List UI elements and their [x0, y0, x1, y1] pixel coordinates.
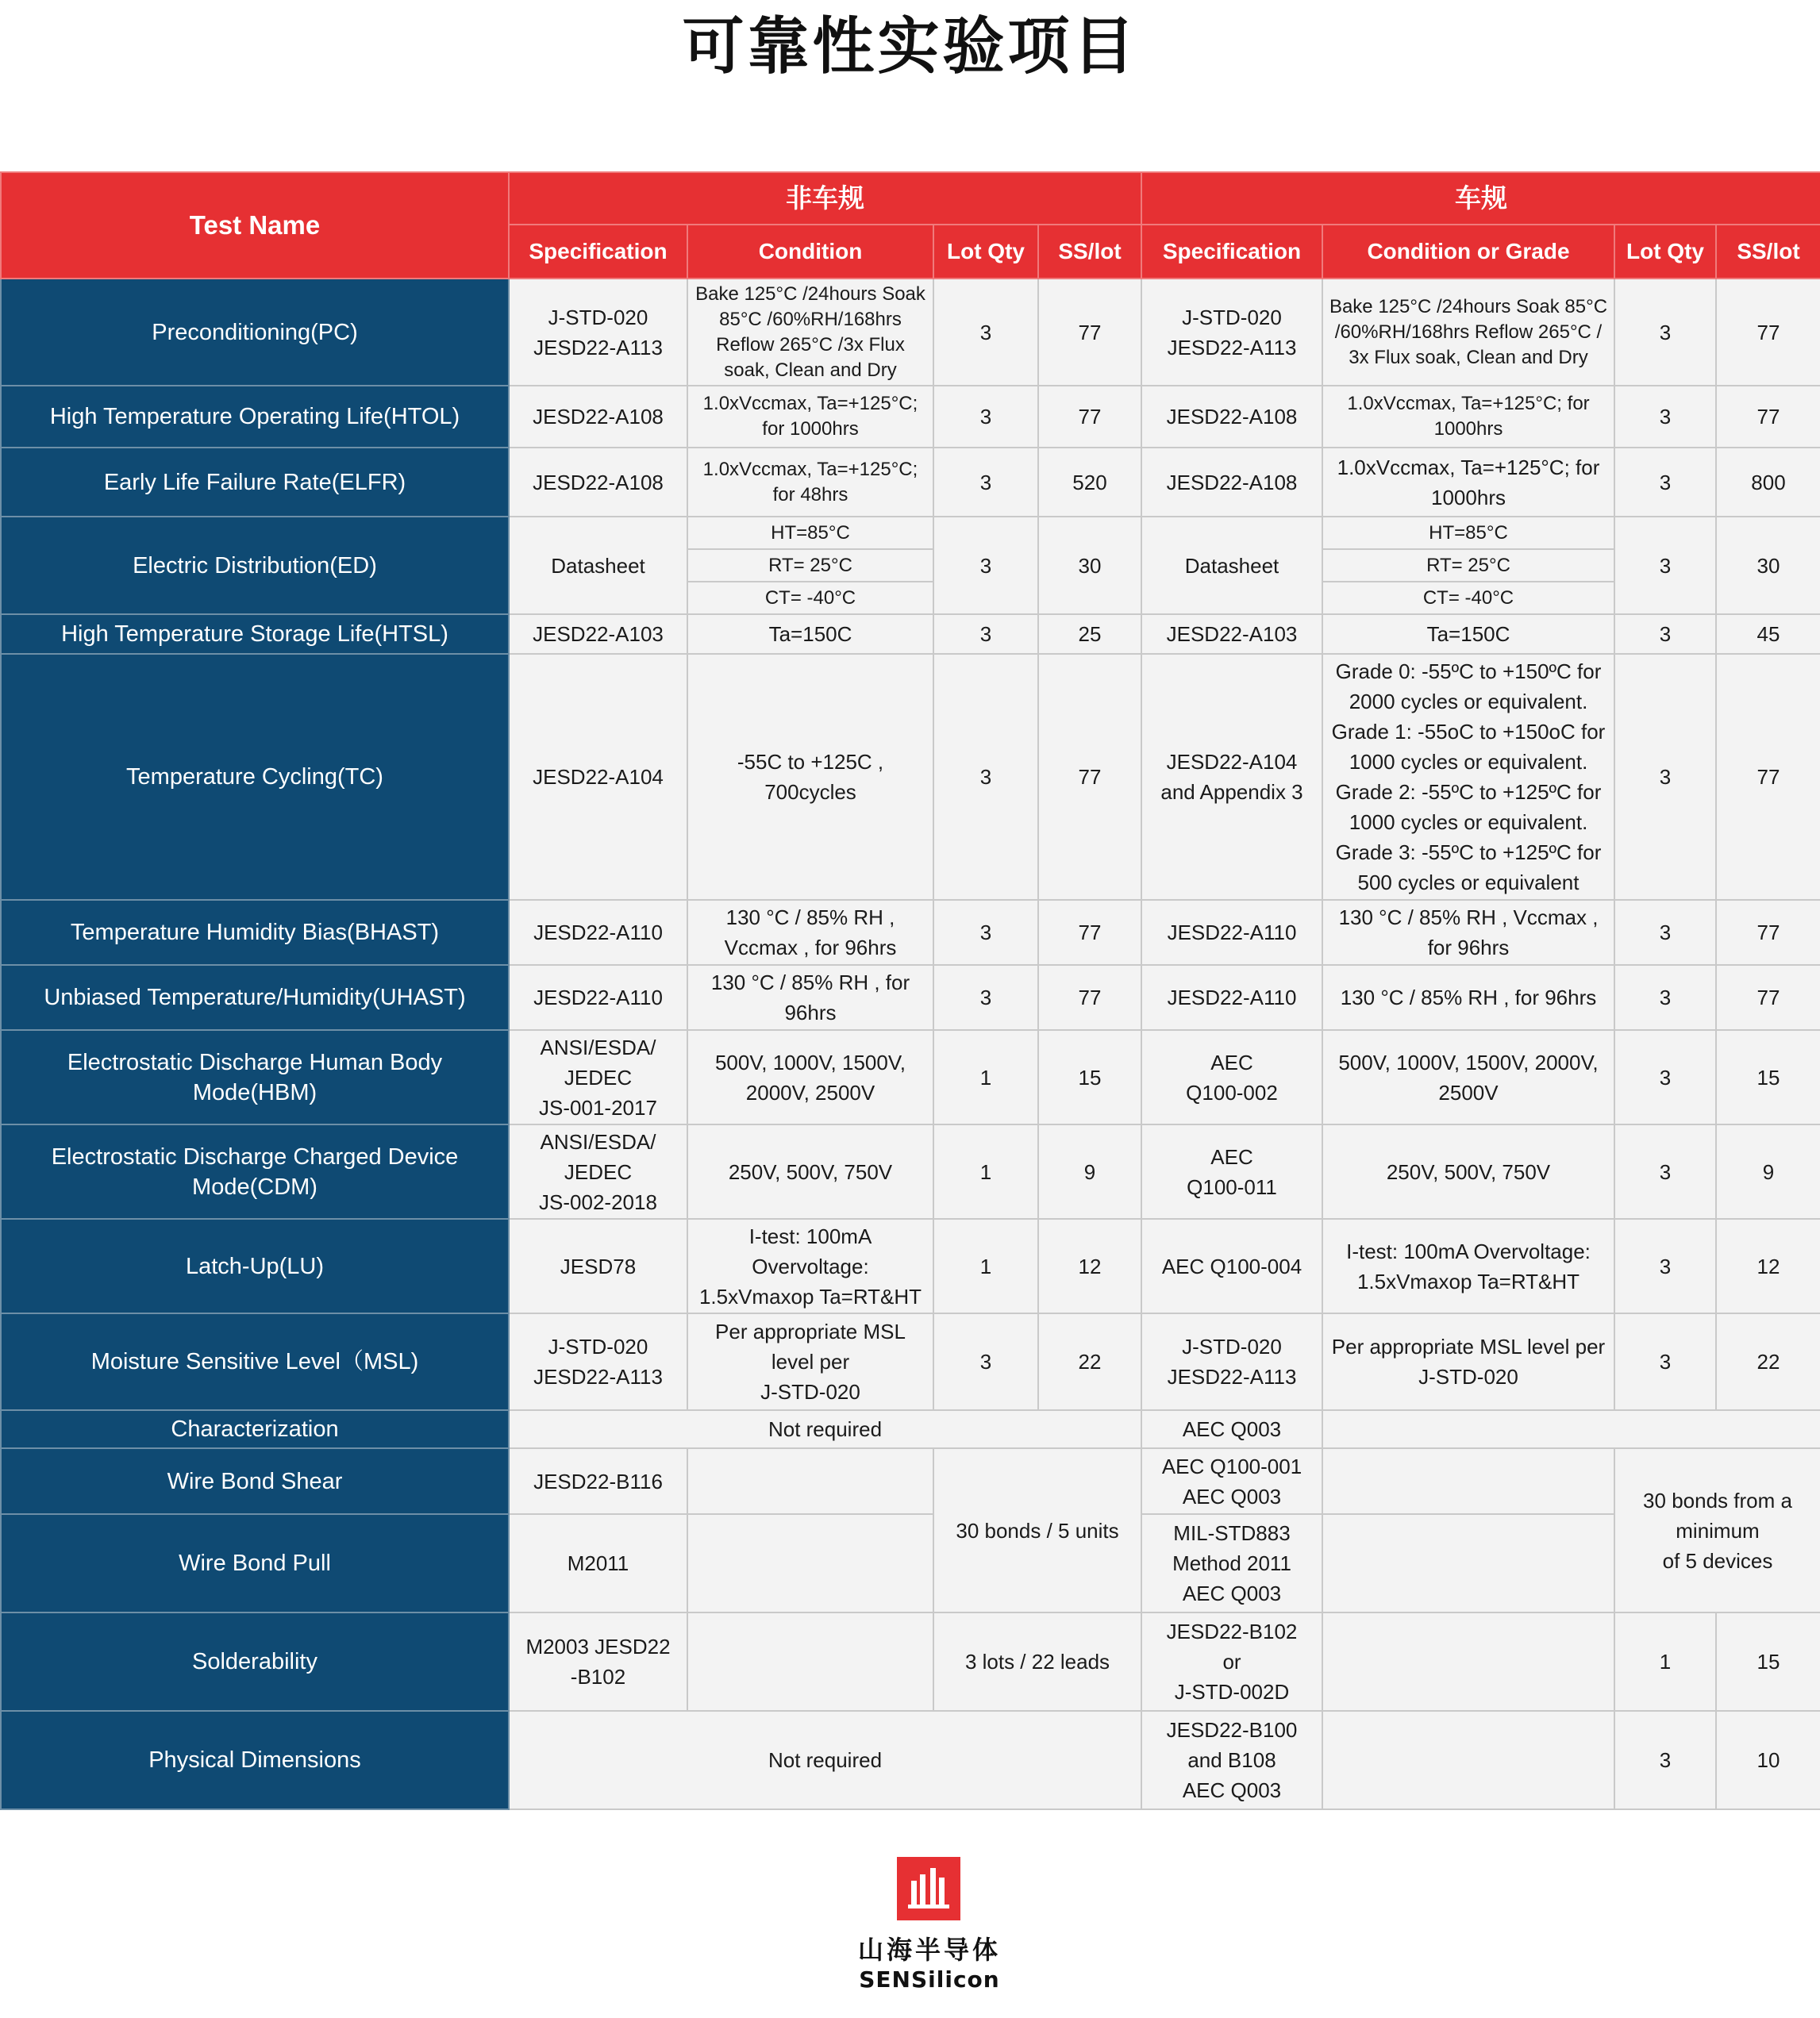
test-name: Electric Distribution(ED): [1, 517, 509, 614]
spec-cell: M2011: [509, 1514, 687, 1612]
ss-lot-auto-cell: 12: [1716, 1219, 1820, 1313]
spec-cell: Datasheet: [509, 517, 687, 614]
lot-qty-cell: 3: [933, 654, 1038, 900]
spec-cell: JESD78: [509, 1219, 687, 1313]
spec-auto-cell: AEC Q100-001 AEC Q003: [1141, 1448, 1322, 1514]
ss-lot-auto-cell: 45: [1716, 614, 1820, 654]
spec-cell: JESD22-A108: [509, 386, 687, 448]
spec-cell: ANSI/ESDA/ JEDEC JS-002-2018: [509, 1124, 687, 1219]
table-row: [1, 1030, 1820, 1124]
table-row: [1, 1612, 1820, 1711]
ss-lot-cell: 77: [1038, 279, 1141, 386]
condition-auto-cell: 130 °C / 85% RH , Vccmax , for 96hrs: [1322, 900, 1614, 965]
table-row: [1, 517, 1820, 614]
condition-cell: I-test: 100mA Overvoltage: 1.5xVmaxop Ta=RT&HT: [687, 1219, 933, 1313]
spec-cell: JESD22-B116: [509, 1448, 687, 1514]
test-name: Moisture Sensitive Level（MSL): [1, 1313, 509, 1410]
spec-cell: J-STD-020 JESD22-A113: [509, 279, 687, 386]
lot-qty-cell: 1: [933, 1124, 1038, 1219]
condition-cell: -55C to +125C , 700cycles: [687, 654, 933, 900]
condition-auto-cell: [1322, 1711, 1614, 1809]
condition-cell: [687, 1514, 933, 1612]
lot-qty-auto-cell: 3: [1614, 448, 1716, 517]
condition-cell: Ta=150C: [687, 614, 933, 654]
ss-lot-auto-cell: 77: [1716, 386, 1820, 448]
header-condition-auto: Condition or Grade: [1322, 225, 1614, 279]
test-name: Preconditioning(PC): [1, 279, 509, 386]
lot-qty-auto-cell: 3: [1614, 654, 1716, 900]
spec-auto-cell: JESD22-A104 and Appendix 3: [1141, 654, 1322, 900]
spec-auto-cell: JESD22-B102 or J-STD-002D: [1141, 1612, 1322, 1711]
spec-auto-cell: J-STD-020 JESD22-A113: [1141, 1313, 1322, 1410]
condition-cell: [687, 1612, 933, 1711]
lot-qty-auto-cell: 3: [1614, 1711, 1716, 1809]
spec-cell: J-STD-020 JESD22-A113: [509, 1313, 687, 1410]
table-row: [1, 1313, 1820, 1410]
header-spec: Specification: [509, 225, 687, 279]
condition-auto-cell: Per appropriate MSL level per J-STD-020: [1322, 1313, 1614, 1410]
spec-auto-cell: J-STD-020 JESD22-A113: [1141, 279, 1322, 386]
condition-auto-cell: HT=85°C RT= 25°C CT= -40°C: [1322, 517, 1614, 614]
lot-qty-cell: 3: [933, 965, 1038, 1030]
spec-cell: JESD22-A108: [509, 448, 687, 517]
page-title: 可靠性实验项目: [682, 11, 1138, 83]
spec-auto-cell: AEC Q100-011: [1141, 1124, 1322, 1219]
ss-lot-auto-cell: 77: [1716, 965, 1820, 1030]
company-name-cn: 山海半导体: [857, 1935, 1001, 1965]
ss-lot-auto-cell: 15: [1716, 1612, 1820, 1711]
header-lot-qty-auto: Lot Qty: [1614, 225, 1716, 279]
condition-auto-cell: [1322, 1612, 1614, 1711]
ss-lot-cell: 15: [1038, 1030, 1141, 1124]
spec-auto-cell: JESD22-A110: [1141, 900, 1322, 965]
test-name: High Temperature Operating Life(HTOL): [1, 386, 509, 448]
spec-auto-cell: JESD22-B100 and B108 AEC Q003: [1141, 1711, 1322, 1809]
ss-lot-auto-cell: 15: [1716, 1030, 1820, 1124]
table-row: [1, 1219, 1820, 1313]
condition-cell: HT=85°C RT= 25°C CT= -40°C: [687, 517, 933, 614]
table-row: [1, 1124, 1820, 1219]
condition-auto-cell: I-test: 100mA Overvoltage: 1.5xVmaxop Ta=RT&HT: [1322, 1219, 1614, 1313]
spec-auto-cell: Datasheet: [1141, 517, 1322, 614]
header-ss-lot: SS/lot: [1038, 225, 1141, 279]
spec-auto-cell: JESD22-A108: [1141, 386, 1322, 448]
non-auto-merged-cell: Not required: [509, 1410, 1141, 1448]
test-name: High Temperature Storage Life(HTSL): [1, 614, 509, 654]
ss-lot-auto-cell: 77: [1716, 900, 1820, 965]
lot-qty-cell: 3: [933, 900, 1038, 965]
lot-qty-auto-cell: 3: [1614, 900, 1716, 965]
table-row: [1, 1448, 1820, 1514]
condition-auto-cell: 250V, 500V, 750V: [1322, 1124, 1614, 1219]
header-condition: Condition: [687, 225, 933, 279]
empty-cell: [1322, 1410, 1820, 1448]
ss-lot-cell: 77: [1038, 965, 1141, 1030]
non-auto-merged-cell: Not required: [509, 1711, 1141, 1809]
lot-qty-cell: 3: [933, 386, 1038, 448]
ss-lot-auto-cell: 10: [1716, 1711, 1820, 1809]
test-name: Solderability: [1, 1612, 509, 1711]
header-lot-qty: Lot Qty: [933, 225, 1038, 279]
table-row: [1, 1410, 1820, 1448]
condition-auto-cell: Bake 125°C /24hours Soak 85°C /60%RH/168hrs Reflow 265°C / 3x Flux soak, Clean and Dry: [1322, 279, 1614, 386]
spec-auto-cell: MIL-STD883 Method 2011 AEC Q003: [1141, 1514, 1322, 1612]
table-row: [1, 1711, 1820, 1809]
condition-cell: 130 °C / 85% RH , for 96hrs: [687, 965, 933, 1030]
test-name: Electrostatic Discharge Human Body Mode(HBM): [1, 1030, 509, 1124]
test-name: Wire Bond Pull: [1, 1514, 509, 1612]
spec-auto-cell: AEC Q100-002: [1141, 1030, 1322, 1124]
condition-auto-cell: 1.0xVccmax, Ta=+125°C; for 1000hrs: [1322, 448, 1614, 517]
sample-qty-merged-cell: 3 lots / 22 leads: [933, 1612, 1141, 1711]
test-name: Characterization: [1, 1410, 509, 1448]
lot-qty-auto-cell: 3: [1614, 1313, 1716, 1410]
test-name: Latch-Up(LU): [1, 1219, 509, 1313]
ss-lot-cell: 9: [1038, 1124, 1141, 1219]
lot-qty-auto-cell: 3: [1614, 1030, 1716, 1124]
condition-cell: 1.0xVccmax, Ta=+125°C; for 48hrs: [687, 448, 933, 517]
condition-auto-cell: Ta=150C: [1322, 614, 1614, 654]
test-name: Temperature Cycling(TC): [1, 654, 509, 900]
lot-qty-cell: 1: [933, 1030, 1038, 1124]
lot-qty-cell: 1: [933, 1219, 1038, 1313]
condition-cell: 1.0xVccmax, Ta=+125°C; for 1000hrs: [687, 386, 933, 448]
sample-qty-merged-cell: 30 bonds / 5 units: [933, 1448, 1141, 1612]
ss-lot-cell: 520: [1038, 448, 1141, 517]
company-logo-icon: [897, 1857, 960, 1920]
spec-auto-cell: AEC Q100-004: [1141, 1219, 1322, 1313]
header-test-name: Test Name: [1, 172, 509, 279]
spec-auto-cell: AEC Q003: [1141, 1410, 1322, 1448]
test-name: Temperature Humidity Bias(BHAST): [1, 900, 509, 965]
table-row: [1, 965, 1820, 1030]
test-name: Wire Bond Shear: [1, 1448, 509, 1514]
spec-cell: M2003 JESD22 -B102: [509, 1612, 687, 1711]
header-group-auto: 车规: [1141, 172, 1820, 225]
table-row: [1, 386, 1820, 448]
ss-lot-auto-cell: 800: [1716, 448, 1820, 517]
spec-cell: JESD22-A110: [509, 965, 687, 1030]
condition-cell: 250V, 500V, 750V: [687, 1124, 933, 1219]
ss-lot-auto-cell: 30: [1716, 517, 1820, 614]
condition-cell: [687, 1448, 933, 1514]
lot-qty-cell: 3: [933, 517, 1038, 614]
ss-lot-cell: 30: [1038, 517, 1141, 614]
company-name-en: SENSilicon: [859, 1966, 1000, 1993]
condition-auto-cell: 1.0xVccmax, Ta=+125°C; for 1000hrs: [1322, 386, 1614, 448]
table-row: [1, 1514, 1820, 1612]
ss-lot-auto-cell: 22: [1716, 1313, 1820, 1410]
condition-auto-cell: [1322, 1448, 1614, 1514]
ss-lot-auto-cell: 77: [1716, 279, 1820, 386]
spec-cell: JESD22-A110: [509, 900, 687, 965]
condition-auto-cell: 130 °C / 85% RH , for 96hrs: [1322, 965, 1614, 1030]
condition-auto-cell: Grade 0: -55ºC to +150ºC for 2000 cycles or equivalent. Grade 1: -55oC to +150oC for 1000 cycles or equivalent. Grade 2: -55ºC to +125ºC for 1000 cycles or equivalent. Grade 3: -55ºC to +125ºC for 500 cycles or equivalent: [1322, 654, 1614, 900]
header-ss-lot-auto: SS/lot: [1716, 225, 1820, 279]
lot-qty-auto-cell: 1: [1614, 1612, 1716, 1711]
reliability-test-table: [0, 171, 1820, 1810]
lot-qty-cell: 3: [933, 614, 1038, 654]
test-name: Physical Dimensions: [1, 1711, 509, 1809]
ss-lot-cell: 77: [1038, 900, 1141, 965]
ss-lot-cell: 77: [1038, 654, 1141, 900]
condition-cell: Bake 125°C /24hours Soak 85°C /60%RH/168hrs Reflow 265°C /3x Flux soak, Clean and Dry: [687, 279, 933, 386]
sample-qty-auto-merged-cell: 30 bonds from a minimum of 5 devices: [1614, 1448, 1820, 1612]
lot-qty-auto-cell: 3: [1614, 279, 1716, 386]
header-group-non-auto: 非车规: [509, 172, 1141, 225]
lot-qty-auto-cell: 3: [1614, 965, 1716, 1030]
condition-cell: Per appropriate MSL level per J-STD-020: [687, 1313, 933, 1410]
lot-qty-auto-cell: 3: [1614, 386, 1716, 448]
ss-lot-cell: 77: [1038, 386, 1141, 448]
lot-qty-auto-cell: 3: [1614, 1219, 1716, 1313]
lot-qty-auto-cell: 3: [1614, 614, 1716, 654]
condition-auto-cell: [1322, 1514, 1614, 1612]
lot-qty-cell: 3: [933, 448, 1038, 517]
spec-cell: JESD22-A103: [509, 614, 687, 654]
spec-auto-cell: JESD22-A103: [1141, 614, 1322, 654]
spec-auto-cell: JESD22-A110: [1141, 965, 1322, 1030]
header-spec-auto: Specification: [1141, 225, 1322, 279]
lot-qty-auto-cell: 3: [1614, 517, 1716, 614]
table-row: [1, 654, 1820, 900]
table-row: [1, 279, 1820, 386]
spec-auto-cell: JESD22-A108: [1141, 448, 1322, 517]
test-name: Early Life Failure Rate(ELFR): [1, 448, 509, 517]
ss-lot-auto-cell: 77: [1716, 654, 1820, 900]
table-row: [1, 900, 1820, 965]
test-name: Unbiased Temperature/Humidity(UHAST): [1, 965, 509, 1030]
spec-cell: ANSI/ESDA/ JEDEC JS-001-2017: [509, 1030, 687, 1124]
table-row: [1, 614, 1820, 654]
lot-qty-cell: 3: [933, 1313, 1038, 1410]
table-row: [1, 448, 1820, 517]
spec-cell: JESD22-A104: [509, 654, 687, 900]
ss-lot-cell: 25: [1038, 614, 1141, 654]
ss-lot-cell: 12: [1038, 1219, 1141, 1313]
condition-cell: 500V, 1000V, 1500V, 2000V, 2500V: [687, 1030, 933, 1124]
condition-auto-cell: 500V, 1000V, 1500V, 2000V, 2500V: [1322, 1030, 1614, 1124]
test-name: Electrostatic Discharge Charged Device Mode(CDM): [1, 1124, 509, 1219]
ss-lot-auto-cell: 9: [1716, 1124, 1820, 1219]
logo-mark-icon: [897, 1857, 960, 1920]
condition-cell: 130 °C / 85% RH , Vccmax , for 96hrs: [687, 900, 933, 965]
ss-lot-cell: 22: [1038, 1313, 1141, 1410]
lot-qty-cell: 3: [933, 279, 1038, 386]
lot-qty-auto-cell: 3: [1614, 1124, 1716, 1219]
